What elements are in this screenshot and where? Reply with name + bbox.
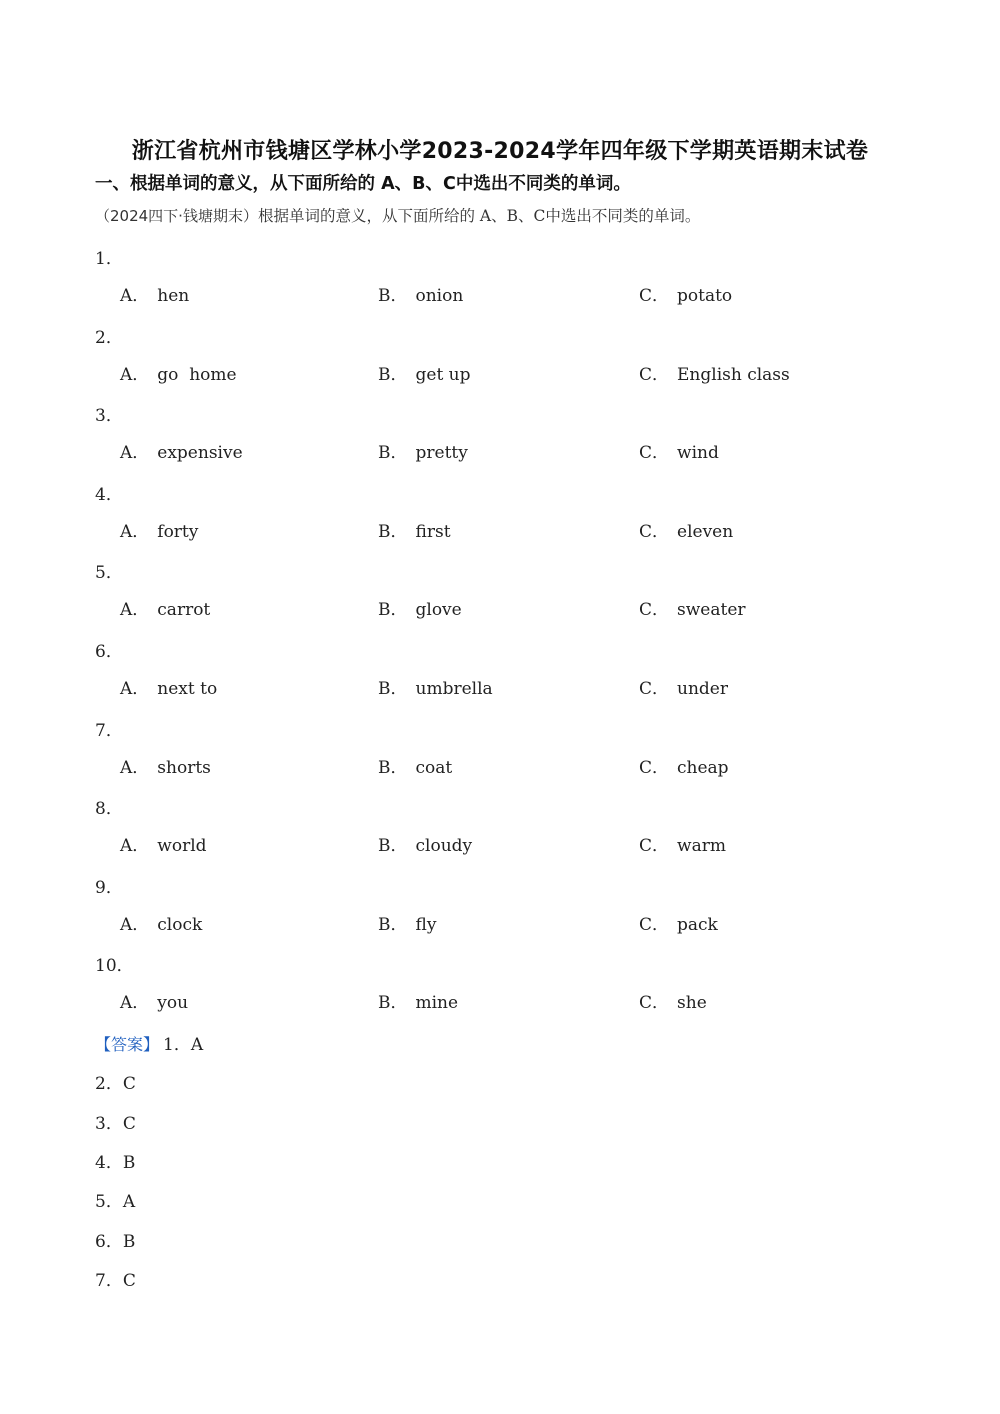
option-letter: C． bbox=[639, 679, 670, 699]
page-title: 浙江省杭州市钱塘区学林小学2023-2024学年四年级下学期英语期末试卷 bbox=[131, 139, 869, 164]
option-b bbox=[378, 517, 451, 542]
option-b bbox=[378, 753, 452, 778]
option-b bbox=[378, 831, 472, 856]
option-a bbox=[120, 360, 237, 385]
answer-text: 5．A bbox=[95, 1192, 136, 1212]
option-c bbox=[639, 360, 790, 385]
answer-text: 1．A bbox=[163, 1035, 204, 1055]
option-a bbox=[120, 517, 198, 542]
option-word: forty bbox=[157, 522, 199, 542]
option-c bbox=[639, 831, 726, 856]
option-word: cheap bbox=[677, 758, 729, 778]
option-word: she bbox=[677, 993, 707, 1013]
option-word: umbrella bbox=[415, 679, 493, 699]
option-b bbox=[378, 910, 436, 935]
answer-item bbox=[95, 1187, 135, 1212]
option-letter: B． bbox=[378, 836, 408, 856]
option-letter: C． bbox=[639, 836, 670, 856]
answer-text: 4．B bbox=[95, 1153, 136, 1173]
option-a bbox=[120, 674, 217, 699]
option-word: pretty bbox=[415, 443, 468, 463]
option-a bbox=[120, 988, 188, 1013]
option-word: sweater bbox=[677, 600, 746, 620]
option-word: hen bbox=[157, 286, 190, 306]
option-c bbox=[639, 438, 719, 463]
option-word: onion bbox=[415, 286, 464, 306]
option-word: warm bbox=[677, 836, 726, 856]
option-letter: A． bbox=[120, 365, 150, 385]
option-letter: B． bbox=[378, 365, 408, 385]
option-c bbox=[639, 910, 718, 935]
answer-item bbox=[95, 1030, 203, 1055]
option-a bbox=[120, 753, 211, 778]
option-letter: A． bbox=[120, 993, 150, 1013]
option-word: first bbox=[415, 522, 451, 542]
option-c bbox=[639, 595, 746, 620]
option-letter: B． bbox=[378, 758, 408, 778]
option-word: under bbox=[677, 679, 728, 699]
answer-text: 3．C bbox=[95, 1114, 136, 1134]
option-b bbox=[378, 438, 468, 463]
option-letter: A． bbox=[120, 600, 150, 620]
option-letter: C． bbox=[639, 443, 670, 463]
option-letter: C． bbox=[639, 365, 670, 385]
option-c bbox=[639, 753, 729, 778]
option-word: coat bbox=[415, 758, 453, 778]
option-word: expensive bbox=[157, 443, 243, 463]
option-letter: A． bbox=[120, 522, 150, 542]
question-number: 1． bbox=[95, 249, 123, 269]
question-number: 6． bbox=[95, 642, 123, 662]
option-c bbox=[639, 281, 732, 306]
option-letter: A． bbox=[120, 758, 150, 778]
option-letter: B． bbox=[378, 600, 408, 620]
option-word: get up bbox=[415, 365, 471, 385]
option-letter: B． bbox=[378, 993, 408, 1013]
option-c bbox=[639, 674, 728, 699]
question-number: 10． bbox=[95, 956, 134, 976]
option-letter: B． bbox=[378, 679, 408, 699]
answer-text: 6．B bbox=[95, 1232, 136, 1252]
answer-item bbox=[95, 1109, 136, 1134]
option-word: shorts bbox=[157, 758, 211, 778]
question-number: 5． bbox=[95, 563, 123, 583]
option-letter: A． bbox=[120, 286, 150, 306]
option-word: pack bbox=[677, 915, 718, 935]
option-letter: C． bbox=[639, 522, 670, 542]
option-letter: B． bbox=[378, 443, 408, 463]
option-b bbox=[378, 988, 458, 1013]
source-tag: （2024四下·钱塘期末） bbox=[95, 207, 258, 225]
option-a bbox=[120, 910, 202, 935]
answer-item bbox=[95, 1227, 135, 1252]
option-letter: A． bbox=[120, 915, 150, 935]
option-a bbox=[120, 281, 189, 306]
option-letter: A． bbox=[120, 679, 150, 699]
option-b bbox=[378, 674, 493, 699]
option-letter: B． bbox=[378, 522, 408, 542]
question-number: 3． bbox=[95, 406, 123, 426]
option-b bbox=[378, 360, 471, 385]
option-b bbox=[378, 595, 462, 620]
option-a bbox=[120, 438, 243, 463]
option-word: glove bbox=[415, 600, 462, 620]
option-word: wind bbox=[677, 443, 719, 463]
option-letter: B． bbox=[378, 915, 408, 935]
option-letter: B． bbox=[378, 286, 408, 306]
option-word: go home bbox=[157, 365, 237, 385]
answer-text: 7．C bbox=[95, 1271, 136, 1291]
question-number: 4． bbox=[95, 485, 123, 505]
option-word: carrot bbox=[157, 600, 211, 620]
question-number: 9． bbox=[95, 878, 123, 898]
answer-item bbox=[95, 1148, 135, 1173]
option-letter: C． bbox=[639, 758, 670, 778]
option-word: cloudy bbox=[415, 836, 473, 856]
source-line bbox=[95, 204, 700, 226]
answer-text: 2．C bbox=[95, 1074, 136, 1094]
section-heading: 一、根据单词的意义，从下面所给的 A、B、C中选出不同类的单词。 bbox=[95, 174, 631, 194]
answer-item bbox=[95, 1266, 136, 1291]
option-c bbox=[639, 517, 733, 542]
option-letter: C． bbox=[639, 286, 670, 306]
question-number: 2． bbox=[95, 328, 123, 348]
option-letter: A． bbox=[120, 443, 150, 463]
option-word: you bbox=[157, 993, 189, 1013]
question-number: 8． bbox=[95, 799, 123, 819]
option-word: English class bbox=[677, 365, 790, 385]
option-word: fly bbox=[415, 915, 437, 935]
option-word: potato bbox=[677, 286, 733, 306]
answer-item bbox=[95, 1069, 136, 1094]
option-letter: C． bbox=[639, 600, 670, 620]
option-b bbox=[378, 281, 463, 306]
answer-tag: 【答案】 bbox=[95, 1035, 160, 1054]
option-word: mine bbox=[415, 993, 459, 1013]
option-c bbox=[639, 988, 707, 1013]
option-word: clock bbox=[157, 915, 203, 935]
question-number: 7． bbox=[95, 721, 123, 741]
option-a bbox=[120, 831, 207, 856]
option-a bbox=[120, 595, 210, 620]
option-word: next to bbox=[157, 679, 218, 699]
option-letter: C． bbox=[639, 993, 670, 1013]
instruction-text: 根据单词的意义，从下面所给的 A、B、C中选出不同类的单词。 bbox=[257, 207, 701, 225]
option-letter: C． bbox=[639, 915, 670, 935]
option-word: eleven bbox=[677, 522, 734, 542]
option-word: world bbox=[157, 836, 207, 856]
option-letter: A． bbox=[120, 836, 150, 856]
